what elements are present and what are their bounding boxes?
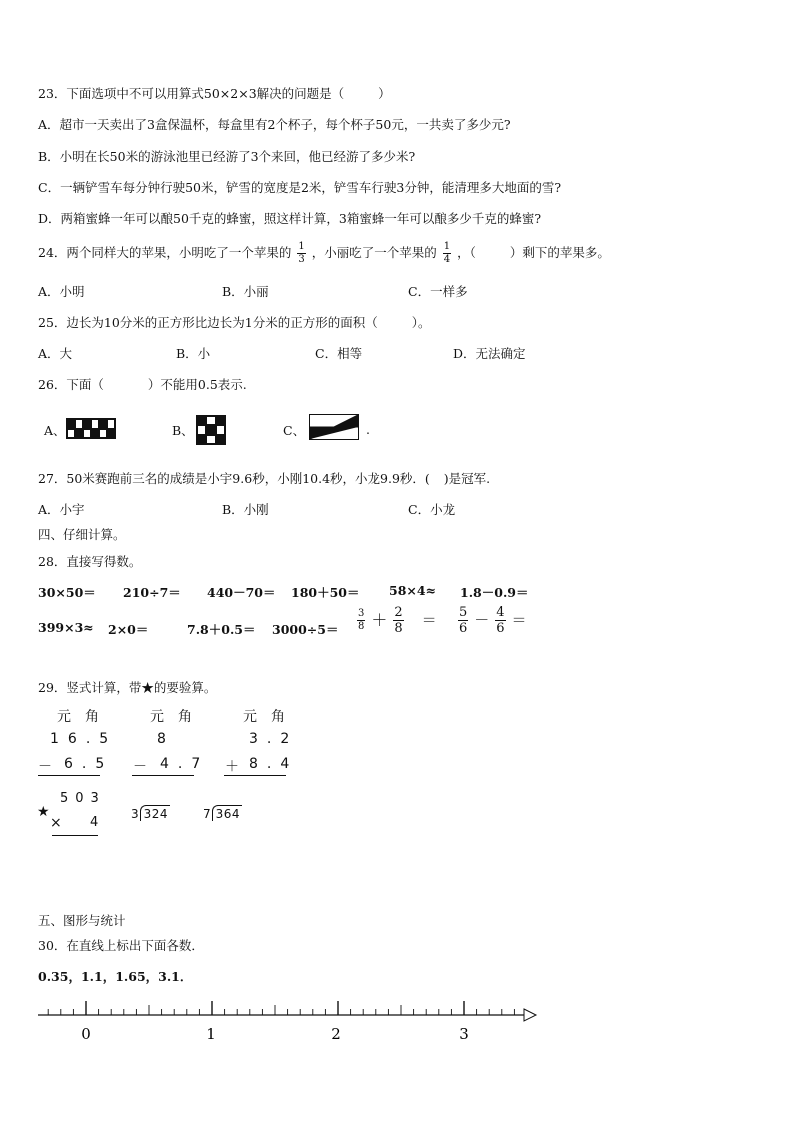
- q30-stem: 30．在直线上标出下面各数．: [38, 938, 204, 953]
- q25-option-c: C．相等: [315, 346, 363, 361]
- unit-yuan: 元: [57, 709, 71, 725]
- q29-col3-top: 3.2: [249, 731, 299, 747]
- q29-col2-top: 8: [157, 731, 175, 747]
- q29-col2-op: －: [133, 759, 147, 775]
- q28-fraction-expression-2: $\frac{5}{6}$ － $\frac{4}{6}$ ＝: [459, 605, 527, 636]
- q28-item: 7.8＋0.5＝: [187, 622, 256, 637]
- q25-option-b: B．小: [176, 346, 211, 361]
- q29-col1-bottom: 6.5: [64, 756, 114, 772]
- q27-option-a: A．小宇: [38, 502, 85, 517]
- q23-option-a: A．超市一天卖出了3盒保温杯，每盒里有2个杯子，每个杯子50元，一共卖了多少元?: [38, 117, 511, 132]
- q28-item: 58×4≈: [389, 583, 437, 598]
- q29-mult-bottom: 4: [90, 815, 108, 830]
- unit-jiao: 角: [271, 709, 285, 725]
- fraction-one-quarter: $\frac{1}{4}$: [443, 241, 451, 265]
- q25-stem: 25．边长为10分米的正方形比边长为1分米的正方形的面积（ ）。: [38, 315, 431, 330]
- q29-col3-line: [224, 775, 286, 776]
- q27-stem: 27．50米赛跑前三名的成绩是小宇9.6秒，小刚10.4秒，小龙9.9秒．( )是冠军.: [38, 471, 491, 486]
- q29-col1-op: －: [38, 759, 52, 775]
- q28-item: 440－70＝: [207, 585, 276, 600]
- q25-option-a: A．大: [38, 346, 73, 361]
- section-5-title: 五、图形与统计: [38, 913, 126, 928]
- axis-label-1: 1: [206, 1025, 216, 1043]
- q29-stem: 29．竖式计算，带★的要验算。: [38, 680, 217, 695]
- q28-fraction-expression-1: $\frac{3}{8}$ ＋ $\frac{2}{8}$ ＝: [358, 605, 437, 636]
- q23-option-d: D．两箱蜜蜂一年可以酿50千克的蜂蜜，照这样计算，3箱蜜蜂一年可以酿多少千克的蜂蜜?: [38, 211, 542, 226]
- unit-jiao: 角: [85, 709, 99, 725]
- q29-mult-top: 503: [60, 791, 106, 806]
- q29-col2-bottom: 4.7: [160, 756, 210, 772]
- q27-option-b: B．小刚: [222, 502, 269, 517]
- q26-label-b: B、: [172, 423, 194, 438]
- q24-option-c: C．一样多: [408, 284, 468, 299]
- q26-figure-b-checkerboard: [196, 415, 226, 445]
- q28-item: 2×0＝: [108, 622, 149, 637]
- axis-label-2: 2: [331, 1025, 341, 1043]
- q29-col3-bottom: 8.4: [249, 756, 299, 772]
- unit-yuan: 元: [243, 709, 257, 725]
- q29-div2: 7 364: [203, 807, 241, 821]
- fraction-one-third: $\frac{1}{3}$: [298, 241, 305, 265]
- q30-numbers: 0.35，1.1，1.65，3.1．: [38, 969, 193, 984]
- q29-col1-top: 16.5: [50, 731, 118, 747]
- q26-stem: 26．下面（ ）不能用0.5表示.: [38, 377, 247, 392]
- unit-jiao: 角: [178, 709, 192, 725]
- q23-option-c: C．一辆铲雪车每分钟行驶50米，铲雪的宽度是2米，铲雪车行驶3分钟，能清理多大地面的雪?: [38, 180, 562, 195]
- q29-col3-op: ＋: [225, 759, 239, 775]
- q29-mult-line: [52, 835, 98, 836]
- q24-option-a: A．小明: [38, 284, 85, 299]
- q25-option-d: D．无法确定: [453, 346, 526, 361]
- q24-option-b: B．小丽: [222, 284, 269, 299]
- section-4-title: 四、仔细计算。: [38, 527, 126, 542]
- q29-col2-line: [132, 775, 194, 776]
- axis-label-3: 3: [459, 1025, 469, 1043]
- q28-item: 3000÷5＝: [272, 622, 339, 637]
- q26-figure-a-checkerboard: [66, 418, 116, 439]
- q23-stem: 23．下面选项中不可以用算式50×2×3解决的问题是（ ）: [38, 86, 391, 101]
- number-line: [36, 995, 540, 1045]
- q26-label-a: A、: [44, 423, 66, 438]
- q28-stem: 28．直接写得数。: [38, 554, 142, 569]
- q29-mult-op: ×: [50, 815, 62, 831]
- star-icon: ★: [37, 804, 50, 820]
- q28-item: 399×3≈: [38, 620, 94, 635]
- axis-label-0: 0: [81, 1025, 91, 1043]
- q29-col1-line: [38, 775, 100, 776]
- q23-option-b: B．小明在长50米的游泳池里已经游了3个来回，他已经游了多少米?: [38, 149, 416, 164]
- q28-item: 210÷7＝: [123, 585, 181, 600]
- q26-label-c: C、: [283, 423, 306, 438]
- q27-option-c: C．小龙: [408, 502, 456, 517]
- q26-end-period: .: [366, 422, 370, 437]
- unit-yuan: 元: [150, 709, 164, 725]
- q29-div1: 3 324: [131, 807, 169, 821]
- q24-stem: 24．两个同样大的苹果，小明吃了一个苹果的 $\frac{1}{3}$ ，小丽吃了一个苹果的 $\frac{1}{4}$ ，（ ）剩下的苹果多。: [38, 241, 610, 265]
- q28-item: 1.8－0.9＝: [460, 585, 529, 600]
- q26-figure-c-diagonal-rectangle: [309, 414, 359, 440]
- q28-item: 30×50＝: [38, 585, 96, 600]
- q28-item: 180＋50＝: [291, 585, 360, 600]
